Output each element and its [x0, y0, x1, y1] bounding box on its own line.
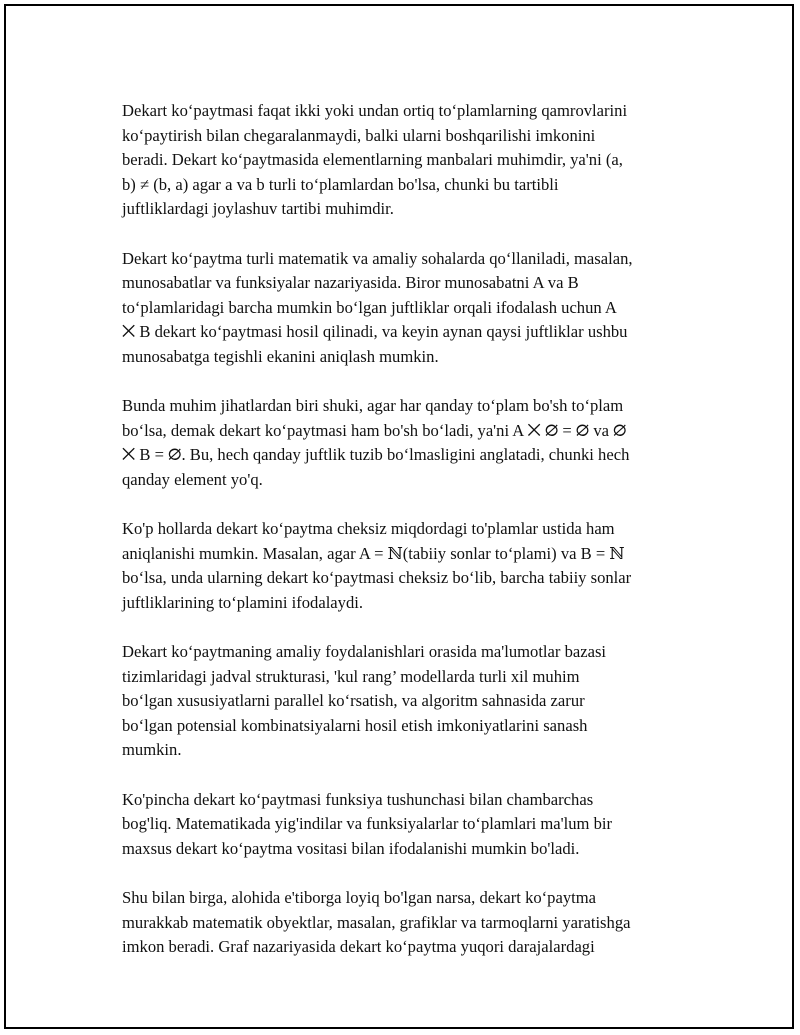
text-line: qanday element yo'q.	[122, 469, 263, 489]
page-frame	[4, 4, 794, 1029]
paragraph	[122, 886, 702, 960]
text-line: bog'liq. Matematikada yig'indilar va funksiyalarlar to‘plamlari ma'lum bir	[122, 814, 613, 834]
text-line: ⨉ B dekart ko‘paytmasi hosil qilinadi, va keyin aynan qaysi juftliklar ushbu	[122, 322, 628, 342]
text-line: Dekart ko‘paytmasi faqat ikki yoki undan ortiq to‘plamlarning qamrovlarini	[122, 101, 628, 120]
text-line: juftliklardagi joylashuv tartibi muhimdir.	[122, 199, 394, 219]
paragraph	[122, 640, 702, 763]
text-line: Dekart ko‘paytma turli matematik va amaliy sohalarda qo‘llaniladi, masalan,	[122, 248, 633, 268]
text-line: munosabatlar va funksiyalar nazariyasida. Biror munosabatni A va B	[122, 273, 579, 293]
text-line: bo‘lgan potensial kombinatsiyalarni hosil etish imkoniyatlarini sanash	[122, 715, 588, 735]
text-line: bo‘lsa, unda ularning dekart ko‘paytmasi cheksiz bo‘lib, barcha tabiiy sonlar	[122, 568, 632, 588]
text-line: ⨉ B = ∅. Bu, hech qanday juftlik tuzib bo‘lmasligini anglatadi, chunki hech	[122, 445, 630, 465]
paragraph	[122, 247, 702, 370]
text-line: Bunda muhim jihatlardan biri shuki, agar har qanday to‘plam bo'sh to‘plam	[122, 396, 624, 416]
text-line: Ko'p hollarda dekart ko‘paytma cheksiz miqdordagi to'plamlar ustida ham	[122, 519, 615, 539]
text-line: Ko'pincha dekart ko‘paytmasi funksiya tushunchasi bilan chambarchas	[122, 789, 594, 809]
text-line: bo‘lgan xususiyatlarni parallel ko‘rsatish, va algoritm sahnasida zarur	[122, 691, 585, 711]
text-line: Shu bilan birga, alohida e'tiborga loyiq bo'lgan narsa, dekart ko‘paytma	[122, 888, 597, 907]
text-line: murakkab matematik obyektlar, masalan, grafiklar va tarmoqlarni yaratishga	[122, 912, 631, 932]
text-line: imkon beradi. Graf nazariyasida dekart ko‘paytma yuqori darajalardagi	[122, 937, 595, 957]
text-line: maxsus dekart ko‘paytma vositasi bilan ifodalanishi mumkin bo'ladi.	[122, 838, 580, 858]
text-line: munosabatga tegishli ekanini aniqlash mumkin.	[122, 346, 439, 366]
text-line: Dekart ko‘paytmaning amaliy foydalanishlari orasida ma'lumotlar bazasi	[122, 642, 607, 662]
paragraph	[122, 394, 702, 492]
text-line: tizimlaridagi jadval strukturasi, 'kul rang’ modellarda turli xil muhim	[122, 666, 580, 686]
text-line: aniqlanishi mumkin. Masalan, agar A = ℕ(tabiiy sonlar to‘plami) va B = ℕ	[122, 543, 625, 563]
paragraph	[122, 788, 702, 862]
text-line: b) ≠ (b, a) agar a va b turli to‘plamlardan bo'lsa, chunki bu tartibli	[122, 174, 559, 194]
paragraph	[122, 99, 702, 222]
text-line: ko‘paytirish bilan chegaralanmaydi, balki ularni boshqarilishi imkonini	[122, 125, 596, 145]
text-line: juftliklarining to‘plamini ifodalaydi.	[122, 592, 364, 612]
text-line: mumkin.	[122, 740, 182, 760]
text-line: to‘plamlaridagi barcha mumkin bo‘lgan juftliklar orqali ifodalash uchun A	[122, 297, 617, 317]
paragraph	[122, 517, 702, 615]
text-line: beradi. Dekart ko‘paytmasida elementlarning manbalari muhimdir, ya'ni (a,	[122, 150, 623, 170]
text-line: bo‘lsa, demak dekart ko‘paytmasi ham bo'sh bo‘ladi, ya'ni A ⨉ ∅ = ∅ va ∅	[122, 420, 627, 440]
document-body	[122, 99, 702, 984]
